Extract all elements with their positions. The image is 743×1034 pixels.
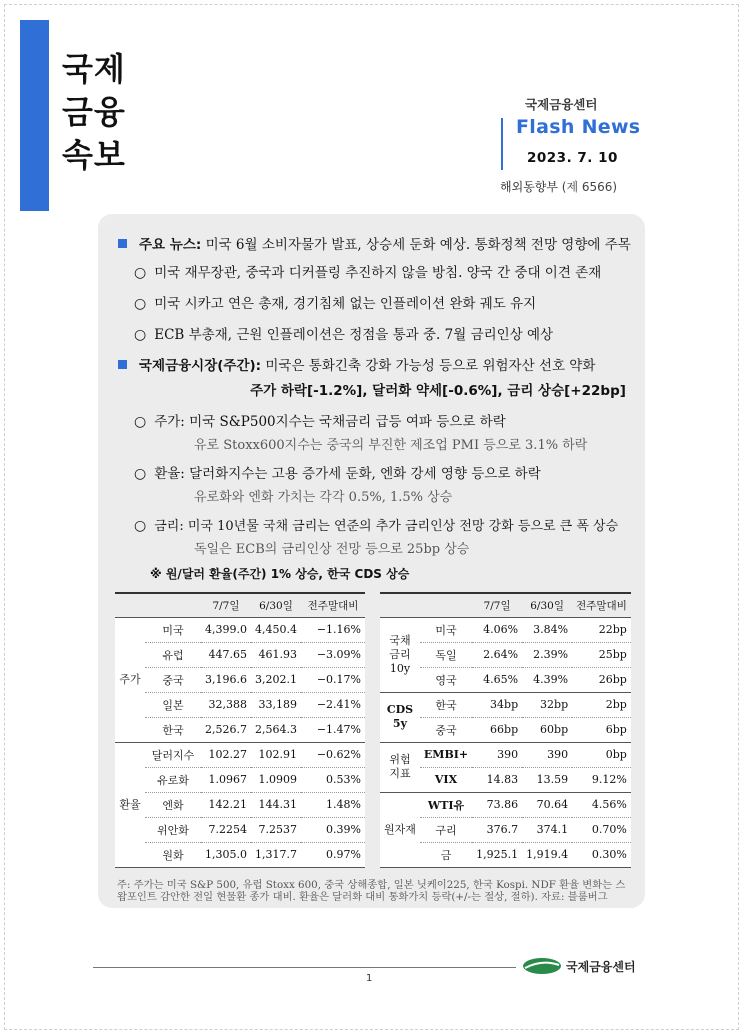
col-header: 6/30일 [522, 593, 572, 617]
square-bullet-icon [118, 239, 127, 248]
group-label: 위험 지표 [380, 742, 420, 792]
table-row: 구리 376.7 374.1 0.70% [380, 817, 631, 842]
topic-text: 미국은 통화긴축 강화 가능성 등으로 위험자산 선호 약화 [265, 358, 596, 374]
publish-date: 2023. 7. 10 [527, 150, 618, 166]
circle-bullet-icon: ○ [134, 466, 147, 482]
table-row: CDS 5y 한국 34bp 32bp 2bp [380, 692, 631, 717]
issue-number: (제 6566) [561, 180, 618, 194]
group-label: 주가 [115, 617, 145, 742]
table-row: 한국 2,526.7 2,564.3 −1.47% [115, 717, 365, 742]
market-summary: 주가 하락[-1.2%], 달러화 약세[-0.6%], 금리 상승[+22bp] [250, 383, 626, 399]
table-header [380, 593, 631, 617]
square-bullet-icon [118, 360, 127, 369]
flash-divider [501, 118, 503, 170]
left-market-table [115, 592, 365, 868]
table-row: 유로화 1.0967 1.0909 0.53% [115, 767, 365, 792]
table-footnote: 주: 주가는 미국 S&P 500, 유럽 Stoxx 600, 중국 상해종합, 일본 닛케이225, 한국 Kospi. NDF 환율 변화는 스왑포인트 감안한 전일 현물환 종가 대비. 환율은 달러화 대비 통화가치 등락(+/-는 절상, 절하). 자료: 블룸버그 [117, 879, 626, 903]
col-header: 전주말대비 [572, 593, 631, 617]
circle-bullet-icon: ○ [134, 296, 147, 312]
table-row: 주가 미국 4,399.0 4,450.4 −1.16% [115, 617, 365, 642]
footer-org: 국제금융센터 [566, 960, 636, 974]
col-header: 7/7일 [472, 593, 522, 617]
circle-bullet-icon: ○ [134, 414, 147, 430]
summary-bullets [118, 232, 638, 561]
topic-text: 미국 6월 소비자물가 발표, 상승세 둔화 예상. 통화정책 전망 영향에 주목 [205, 237, 631, 253]
group-label: 원자재 [380, 792, 420, 867]
page-number: 1 [366, 973, 373, 984]
table-row: 영국 4.65% 4.39% 26bp [380, 667, 631, 692]
sub-item-detail: 독일은 ECB의 금리인상 전망 등으로 25bp 상승 [194, 542, 470, 557]
circle-bullet-icon: ○ [134, 518, 147, 534]
table-row: 금 1,925.1 1,919.4 0.30% [380, 842, 631, 867]
title-line: 금융 [62, 93, 126, 131]
col-header: 6/30일 [251, 593, 301, 617]
table-row: 국채 금리 10y 미국 4.06% 3.84% 22bp [380, 617, 631, 642]
table-row: 일본 32,388 33,189 −2.41% [115, 692, 365, 717]
sub-item-detail: 유로 Stoxx600지수는 중국의 부진한 제조업 PMI 등으로 3.1% 하락 [194, 438, 588, 453]
sub-item: ○ ECB 부총재, 근원 인플레이션은 정점을 통과 중. 7월 금리인상 예상 [134, 327, 554, 343]
department [500, 178, 617, 195]
table-row: 중국 66bp 60bp 6bp [380, 717, 631, 742]
right-market-table [380, 592, 631, 868]
sub-item: ○ 환율: 달러화지수는 고용 증가세 둔화, 엔화 강세 영향 등으로 하락 [134, 466, 541, 482]
table-row: 독일 2.64% 2.39% 25bp [380, 642, 631, 667]
circle-bullet-icon: ○ [134, 327, 147, 343]
group-label: CDS 5y [380, 692, 420, 742]
brand-title: Flash News [516, 116, 641, 138]
group-label: 국채 금리 10y [380, 617, 420, 692]
table-row: 위험 지표 EMBI+ 390 390 0bp [380, 742, 631, 767]
sub-item: ○ 미국 시카고 연은 총재, 경기침체 없는 인플레이션 완화 궤도 유지 [134, 296, 537, 312]
group-label: 환율 [115, 742, 145, 867]
table-row: 중국 3,196.6 3,202.1 −0.17% [115, 667, 365, 692]
report-title [62, 48, 126, 177]
sub-item: ○ 미국 재무장관, 중국과 디커플링 추진하지 않을 방침. 양국 간 중대 이견 존재 [134, 265, 602, 281]
accent-bar [20, 20, 49, 211]
table-row: 원화 1,305.0 1,317.7 0.97% [115, 842, 365, 867]
table-row: VIX 14.83 13.59 9.12% [380, 767, 631, 792]
sub-item: ○ 주가: 미국 S&P500지수는 국채금리 급등 여파 등으로 하락 [134, 414, 506, 430]
sub-item-detail: 유로화와 엔화 가치는 각각 0.5%, 1.5% 상승 [194, 490, 453, 505]
table-row: 유럽 447.65 461.93 −3.09% [115, 642, 365, 667]
topic-headline [118, 353, 638, 379]
table-header [115, 593, 365, 617]
title-line: 국제 [62, 50, 126, 88]
topic-headline [118, 232, 638, 258]
sub-item: ○ 금리: 미국 10년물 국채 금리는 연준의 추가 금리인상 전망 강화 등으로 큰 폭 상승 [134, 518, 619, 534]
table-row: 엔화 142.21 144.31 1.48% [115, 792, 365, 817]
center-logo-icon [522, 957, 562, 975]
department-name: 해외동향부 [500, 180, 558, 194]
col-header: 전주말대비 [301, 593, 365, 617]
org-name: 국제금융센터 [525, 97, 598, 112]
topic-head: 국제금융시장(주간): [139, 358, 262, 374]
circle-bullet-icon: ○ [134, 265, 147, 281]
title-line: 속보 [62, 136, 126, 174]
col-header: 7/7일 [201, 593, 251, 617]
fx-note: ※ 원/달러 환율(주간) 1% 상승, 한국 CDS 상승 [150, 567, 410, 581]
table-row: 위안화 7.2254 7.2537 0.39% [115, 817, 365, 842]
table-row: 환율 달러지수 102.27 102.91 −0.62% [115, 742, 365, 767]
topic-head: 주요 뉴스: [139, 237, 202, 253]
footer-divider [93, 967, 516, 968]
table-row: 원자재 WTI유 73.86 70.64 4.56% [380, 792, 631, 817]
